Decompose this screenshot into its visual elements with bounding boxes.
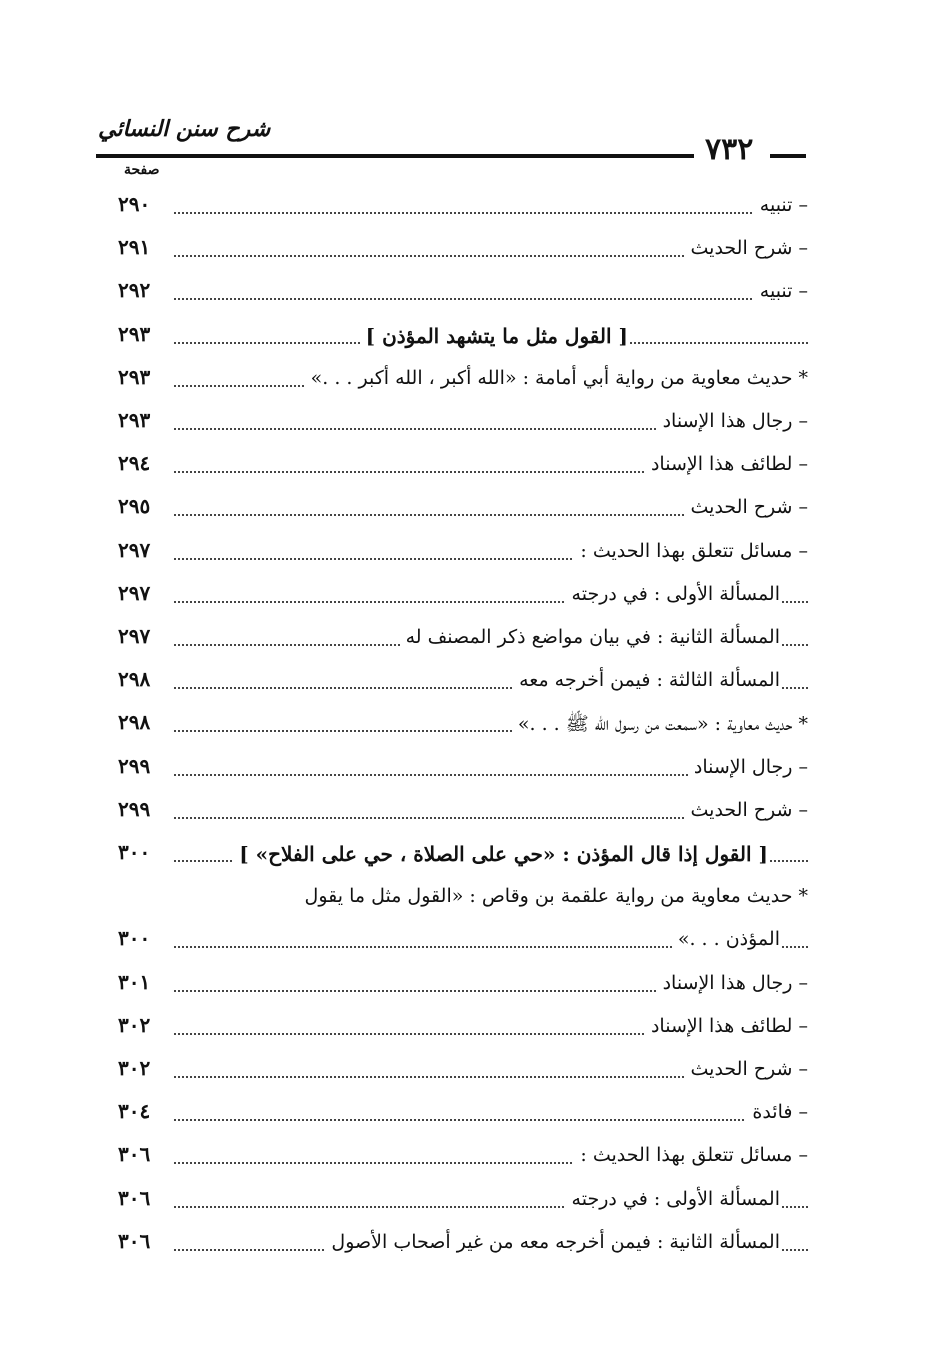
toc-entry-title: – فائدة [746, 1101, 808, 1123]
toc-entry-title: المسألة الأولى : في درجته [566, 1188, 780, 1210]
toc-entry [118, 447, 808, 487]
toc-entry [118, 793, 808, 833]
toc-entry-page: ٣٠٠ [118, 926, 151, 951]
toc-entry-page: ٢٩٩ [118, 796, 151, 821]
toc-entry-page: ٣٠٢ [118, 1012, 151, 1037]
toc-entry-title: – شرح الحديث [685, 496, 809, 518]
toc-entry-page: ٢٩٧ [118, 624, 151, 648]
toc-entry-title: المسألة الثالثة : فيمن أخرجه معه [513, 669, 780, 691]
toc-entry-title: * حديث معاوية : «سمعت من رسول الله ﷺ . . .» [512, 712, 808, 740]
toc-leader-dots [174, 212, 808, 214]
toc-leader-dots [174, 298, 808, 300]
page-column-label: صفحة [124, 162, 160, 178]
toc-entry-title: [ القول مثل ما يتشهد المؤذن ] [360, 324, 628, 348]
toc-entry [118, 404, 808, 444]
toc-entry-title: – مسائل تتعلق بهذا الحديث : [574, 1144, 808, 1166]
toc-entry-page: ٣٠٦ [118, 1228, 151, 1253]
toc-entry [118, 1225, 808, 1265]
toc-entry-page: ٢٩٥ [118, 494, 151, 519]
toc-entry [118, 663, 808, 703]
toc-entry [118, 577, 808, 617]
toc-entry-title: – رجال هذا الإسناد [657, 972, 808, 994]
toc-entry-title: المسألة الثانية : في بيان مواضع ذكر المصنف له [400, 626, 780, 648]
toc-entry-page: ٣٠٦ [118, 1142, 151, 1167]
toc-entry [118, 1182, 808, 1222]
toc-entry-title: – تنبيه [754, 194, 808, 216]
toc-entry-title: – تنبيه [754, 280, 808, 302]
toc-entry [118, 922, 808, 962]
toc-entry-title: [ القول إذا قال المؤذن : «حي على الصلاة ، حي على الفلاح» ] [233, 842, 768, 866]
toc-entry-page: ٢٩١ [118, 235, 151, 260]
page-number: ٧٣٢ [705, 132, 754, 167]
toc-entry [118, 1095, 808, 1135]
toc-entry [118, 534, 808, 574]
toc-entry [118, 231, 808, 271]
toc-entry-title: – شرح الحديث [685, 799, 809, 821]
toc-entry [118, 836, 808, 876]
toc-entry-page: ٣٠٤ [118, 1099, 151, 1124]
toc-entry-title: – لطائف هذا الإسناد [645, 453, 808, 475]
toc-entry-page: ٣٠٦ [118, 1185, 151, 1210]
toc-entry [118, 1009, 808, 1049]
toc-entry-page: ٢٩٣ [118, 364, 151, 389]
page-number-dash [770, 154, 806, 158]
toc-entry [118, 274, 808, 314]
toc-entry [118, 966, 808, 1006]
toc-entry-page: ٢٩٣ [118, 321, 151, 346]
toc-entry-title: المسألة الأولى : في درجته [566, 583, 780, 605]
toc-entry-title: المؤذن . . .» [672, 928, 780, 950]
toc-entry [118, 706, 808, 746]
toc-entry-page: ٣٠٢ [118, 1056, 151, 1080]
toc-entry [118, 750, 808, 790]
toc-entry-page: ٢٩٨ [118, 710, 151, 735]
toc-entry-title: – شرح الحديث [685, 1058, 809, 1080]
toc-entry-page: ٢٩٩ [118, 753, 151, 778]
toc-entry-title: – رجال الإسناد [688, 756, 808, 778]
toc-entry-page: ٢٩٧ [118, 580, 151, 605]
toc-entry-title: – شرح الحديث [685, 237, 809, 259]
toc-entry-title: – مسائل تتعلق بهذا الحديث : [574, 540, 808, 562]
toc-entry [118, 318, 808, 358]
toc-entry-title: * حديث معاوية من رواية أبي أمامة : «الله أكبر ، الله أكبر . . .» [305, 367, 808, 389]
toc-entry-page: ٢٩٤ [118, 451, 151, 476]
toc-entry-page: ٢٩٠ [118, 192, 151, 216]
toc-entry-page: ٢٩٧ [118, 537, 151, 562]
toc-entry-title: المسألة الثانية : فيمن أخرجه معه من غير أصحاب الأصول [325, 1231, 780, 1253]
toc-entry [118, 361, 808, 401]
toc-entry [118, 188, 808, 228]
toc-entry-page: ٣٠٠ [118, 840, 151, 864]
toc-entry-title: – لطائف هذا الإسناد [645, 1015, 808, 1037]
toc-entry-title: – رجال هذا الإسناد [657, 410, 808, 432]
toc-entry [118, 1138, 808, 1178]
toc-leader-dots [174, 1119, 808, 1121]
toc-entry [118, 1052, 808, 1092]
toc-entry-page: ٢٩٨ [118, 667, 151, 692]
page-header [0, 110, 936, 180]
book-title: شرح سنن النسائي [98, 116, 271, 142]
toc-entry [118, 879, 808, 919]
toc-entry-title: * حديث معاوية من رواية علقمة بن وقاص : «القول مثل ما يقول [299, 885, 808, 907]
toc-entry-page: ٣٠١ [118, 969, 151, 994]
toc-entry-page: ٢٩٣ [118, 408, 151, 432]
header-rule [96, 154, 694, 158]
toc-entry [118, 490, 808, 530]
toc-entry [118, 620, 808, 660]
toc-entry-page: ٢٩٢ [118, 278, 151, 303]
